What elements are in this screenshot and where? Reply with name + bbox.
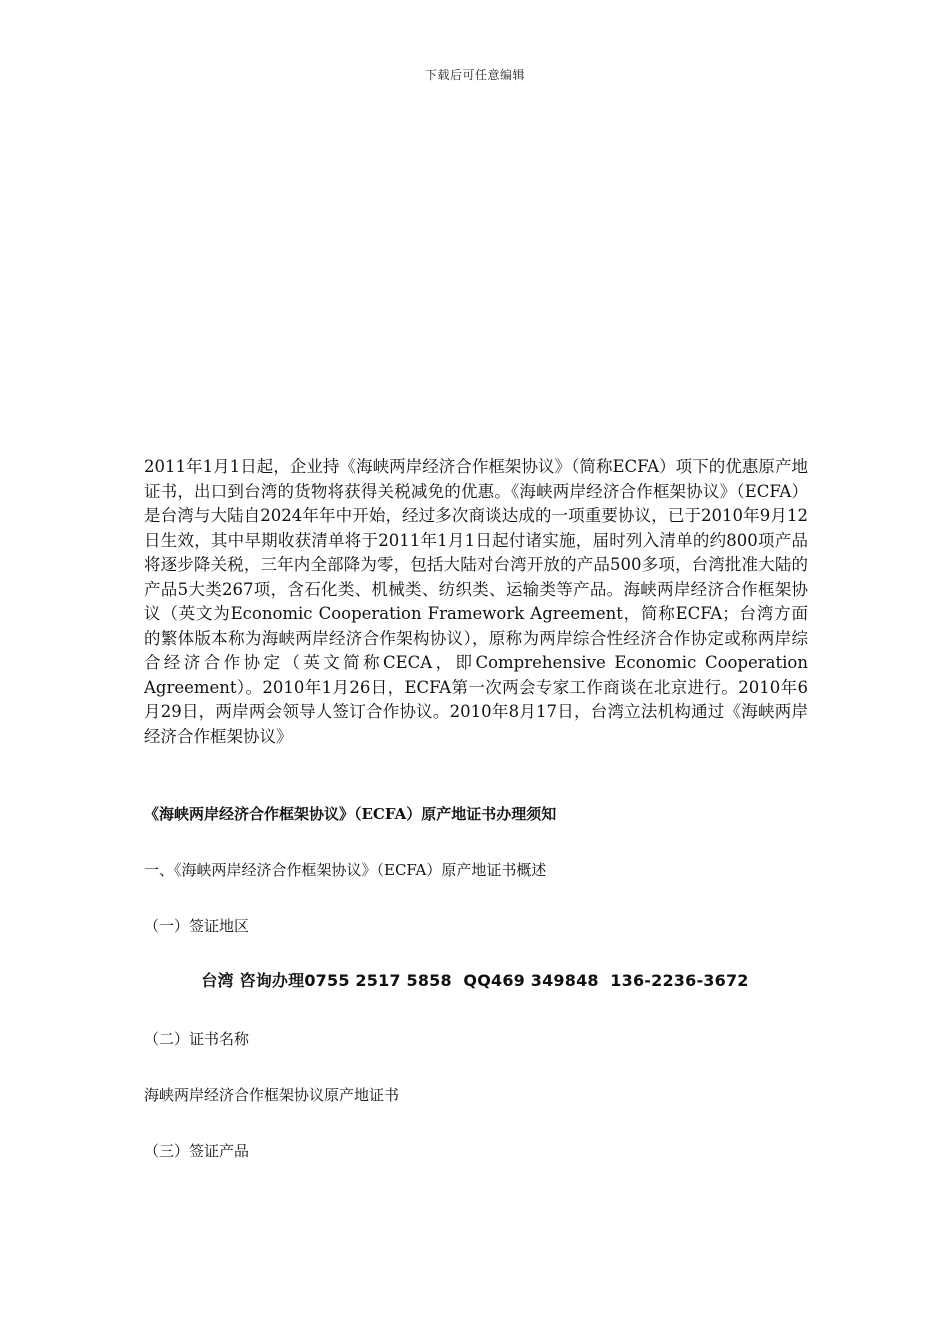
subsection-2-title: （二）证书名称 (144, 1030, 250, 1048)
intro-paragraph: 2011年1月1日起，企业持《海峡两岸经济合作框架协议》（简称ECFA）项下的优惠原产地证书，出口到台湾的货物将获得关税减免的优惠。《海峡两岸经济合作框架协议》（ECFA）是台湾与大陆自2024年年中开始，经过多次商谈达成的一项重要协议，已于2010年9月12日生效，其中早期收获清单将于2011年1月1日起付诸实施，届时列入清单的约800项产品将逐步降关税，三年内全部降为零，包括大陆对台湾开放的产品500多项，台湾批准大陆的产品5大类267项，含石化类、机械类、纺织类、运输类等产品。海峡两岸经济合作框架协议（英文为Economic Cooperation Framework Agreement，简称ECFA；台湾方面的繁体版本称为海峡两岸经济合作架构协议），原称为两岸综合性经济合作协定或称两岸综合经济合作协定（英文简称CECA，即Comprehensive Economic Cooperation Agreement）。2010年1月26日，ECFA第一次两会专家工作商谈在北京进行。2010年6月29日，两岸两会领导人签订合作协议。2010年8月17日，台湾立法机构通过《海峡两岸经济合作框架协议》 (144, 457, 808, 746)
section-1-title: 一、《海峡两岸经济合作框架协议》（ECFA）原产地证书概述 (144, 861, 547, 879)
page-header-note: 下载后可任意编辑 (424, 68, 525, 82)
certificate-name: 海峡两岸经济合作框架协议原产地证书 (144, 1086, 400, 1104)
subsection-3-title: （三）签证产品 (144, 1142, 250, 1160)
subsection-1-title: （一）签证地区 (144, 917, 250, 935)
contact-line: 台湾 咨询办理0755 2517 5858 QQ469 349848 136-2236-3672 (201, 971, 749, 990)
document-heading: 《海峡两岸经济合作框架协议》（ECFA）原产地证书办理须知 (144, 805, 557, 823)
